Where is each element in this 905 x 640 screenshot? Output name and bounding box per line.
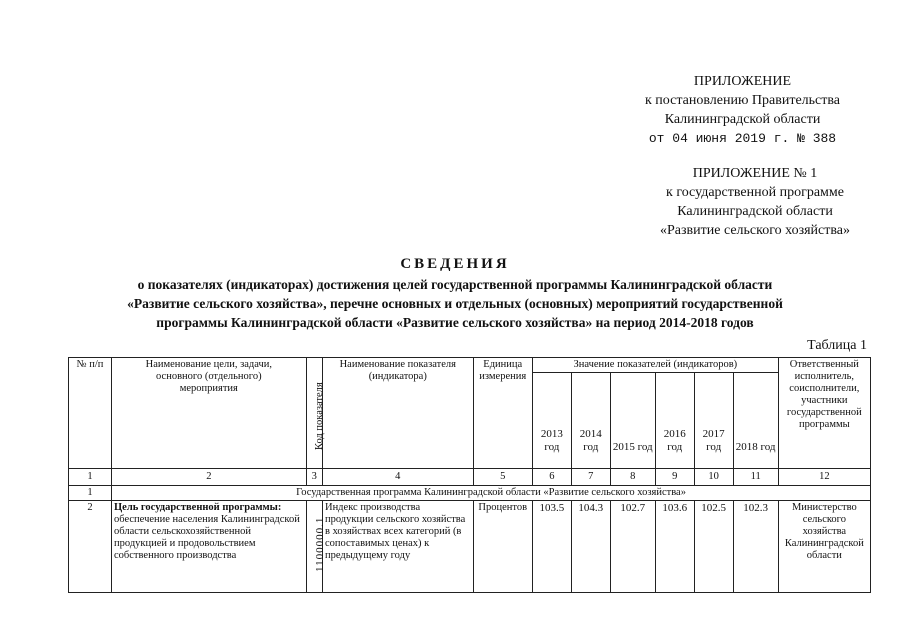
indicators-table — [68, 357, 871, 593]
appendix-2-line: к государственной программе — [666, 185, 844, 200]
row-unit: Процентов — [473, 501, 532, 593]
section-num: 1 — [69, 486, 112, 501]
column-number: 1 — [69, 469, 112, 486]
row-indicator: Индекс производства продукции сельского хозяйства в хозяйствах всех категорий (в сопоставимых ценах) к предыдущему году — [322, 501, 473, 593]
document-title — [60, 256, 850, 332]
header-name: Наименование цели, задачи, основного (отдельного) мероприятия — [112, 358, 307, 469]
appendix-2-block — [620, 164, 890, 240]
column-number: 5 — [473, 469, 532, 486]
row-value: 103.6 — [655, 501, 694, 593]
appendix-line: к постановлению Правительства — [644, 93, 841, 108]
header-year: 2014 год — [571, 373, 610, 469]
table-label: Таблица 1 — [807, 338, 867, 353]
column-number: 7 — [571, 469, 610, 486]
header-year: 2015 год — [610, 373, 655, 469]
column-number: 3 — [306, 469, 322, 486]
column-number: 4 — [322, 469, 473, 486]
section-row — [69, 486, 871, 501]
header-code: Код показателя — [306, 358, 322, 469]
row-value: 102.5 — [694, 501, 733, 593]
row-value: 102.7 — [610, 501, 655, 593]
column-number: 8 — [610, 469, 655, 486]
column-number: 6 — [532, 469, 571, 486]
document-title-line: «Развитие сельского хозяйства», перечне основных и отдельных (основных) мероприятий государственной — [127, 296, 783, 311]
appendix-2-line: Калининградской области — [677, 204, 833, 219]
column-number: 2 — [112, 469, 307, 486]
row-num: 2 — [69, 501, 112, 593]
column-number: 10 — [694, 469, 733, 486]
row-name-text: обеспечение населения Калининградской области сельскохозяйственной продукцией и продовольствием собственного производства — [114, 514, 300, 561]
row-name — [112, 501, 307, 593]
header-indicator: Наименование показателя (индикатора) — [322, 358, 473, 469]
row-name-bold: Цель государственной программы: — [114, 502, 282, 513]
column-number: 11 — [733, 469, 778, 486]
document-title-line: о показателях (индикаторах) достижения целей государственной программы Калининградской области — [137, 277, 773, 292]
column-number: 9 — [655, 469, 694, 486]
header-year: 2016 год — [655, 373, 694, 469]
document-title-line: программы Калининградской области «Развитие сельского хозяйства» на период 2014-2018 годов — [156, 315, 754, 330]
appendix-date: от 04 июня 2019 г. № 388 — [648, 131, 837, 146]
document-heading: СВЕДЕНИЯ — [400, 256, 510, 272]
appendix-title: ПРИЛОЖЕНИЕ — [693, 74, 792, 89]
header-values: Значение показателей (индикаторов) — [532, 358, 778, 373]
column-number: 12 — [778, 469, 870, 486]
header-num: № п/п — [69, 358, 112, 469]
row-code: 1100000.1 — [306, 501, 322, 593]
appendix-2-title: ПРИЛОЖЕНИЕ № 1 — [692, 166, 818, 181]
column-number-row — [69, 469, 871, 486]
row-responsible: Министерство сельского хозяйства Калининградской области — [778, 501, 870, 593]
appendix-line: Калининградской области — [664, 112, 821, 127]
header-unit: Единица измерения — [473, 358, 532, 469]
section-title: Государственная программа Калининградской области «Развитие сельского хозяйства» — [112, 486, 871, 501]
header-year: 2018 год — [733, 373, 778, 469]
header-year: 2013 год — [532, 373, 571, 469]
appendix-2-line: «Развитие сельского хозяйства» — [659, 223, 851, 238]
row-value: 103.5 — [532, 501, 571, 593]
row-value: 102.3 — [733, 501, 778, 593]
header-year: 2017 год — [694, 373, 733, 469]
appendix-block — [600, 72, 885, 148]
table-row — [69, 501, 871, 593]
header-responsible: Ответственный исполнитель, соисполнители, участники государственной программы — [778, 358, 870, 469]
row-value: 104.3 — [571, 501, 610, 593]
